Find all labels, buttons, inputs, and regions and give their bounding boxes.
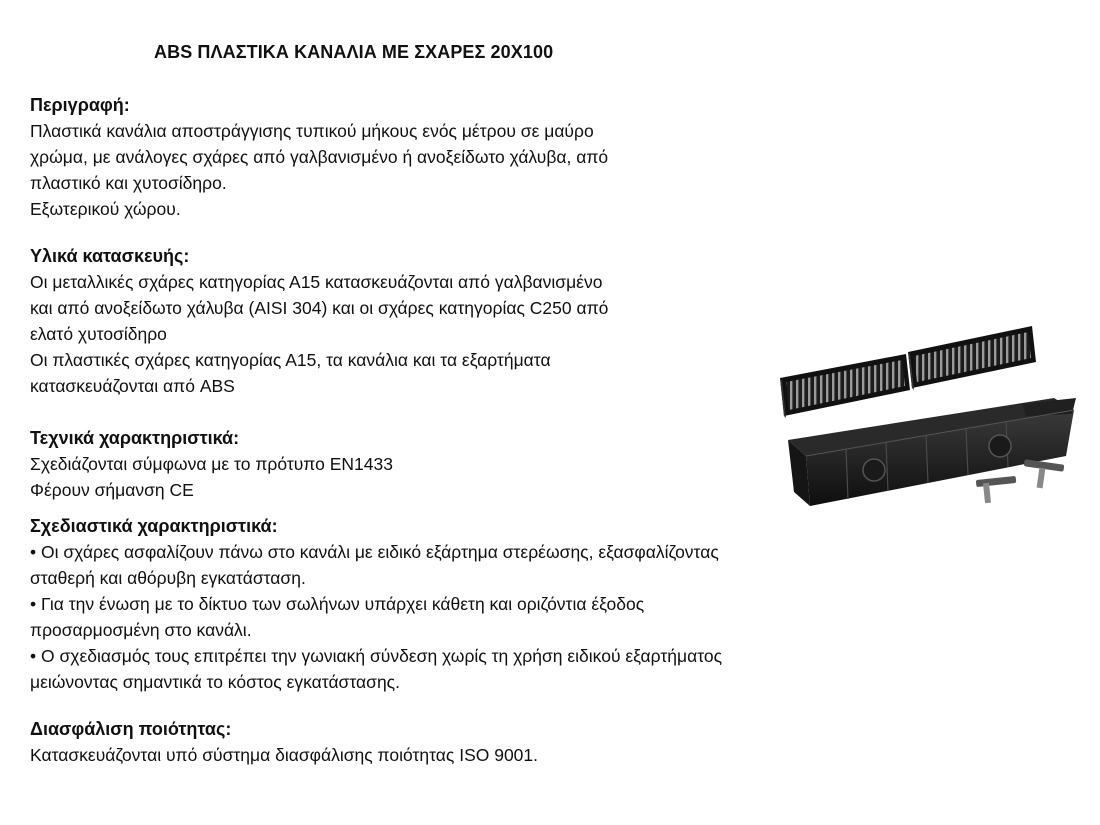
section-technical xyxy=(30,425,393,503)
section-description xyxy=(30,92,608,222)
text-line: κατασκευάζονται από ABS xyxy=(30,376,235,396)
text-line: Σχεδιάζονται σύμφωνα με το πρότυπο EN1433 xyxy=(30,454,393,474)
grate-right xyxy=(908,326,1036,390)
section-heading: Υλικά κατασκευής: xyxy=(30,246,190,266)
channel-body xyxy=(788,398,1076,506)
section-heading: Τεχνικά χαρακτηριστικά: xyxy=(30,428,240,448)
text-line: Κατασκευάζονται υπό σύστημα διασφάλισης ποιότητας ISO 9001. xyxy=(30,745,539,765)
text-line: χρώμα, με ανάλογες σχάρες από γαλβανισμένο ή ανοξείδωτο χάλυβα, από xyxy=(30,147,609,167)
product-image xyxy=(776,318,1082,508)
grate-left xyxy=(780,354,910,418)
text-line: Οι μεταλλικές σχάρες κατηγορίας Α15 κατασκευάζονται από γαλβανισμένο xyxy=(30,272,603,292)
section-heading: Σχεδιαστικά χαρακτηριστικά: xyxy=(30,516,278,536)
text-line: Εξωτερικού χώρου. xyxy=(30,199,181,219)
text-line: Οι πλαστικές σχάρες κατηγορίας Α15, τα κανάλια και τα εξαρτήματα xyxy=(30,350,551,370)
text-line: • Ο σχεδιασμός τους επιτρέπει την γωνιακή σύνδεση χωρίς τη χρήση ειδικού εξαρτήματος xyxy=(30,646,723,666)
page-title: ABS ΠΛΑΣΤΙΚΑ ΚΑΝΑΛΙΑ ΜΕ ΣΧΑΡΕΣ 20Χ100 xyxy=(154,42,554,62)
section-quality xyxy=(30,716,538,768)
text-line: μειώνοντας σημαντικά το κόστος εγκατάστασης. xyxy=(30,672,400,692)
section-design xyxy=(30,513,722,695)
section-heading: Διασφάλιση ποιότητας: xyxy=(30,719,232,739)
text-line: • Για την ένωση με το δίκτυο των σωλήνων υπάρχει κάθετη και οριζόντια έξοδος xyxy=(30,594,645,614)
text-line: προσαρμοσμένη στο κανάλι. xyxy=(30,620,252,640)
text-line: και από ανοξείδωτο χάλυβα (AISI 304) και οι σχάρες κατηγορίας C250 από xyxy=(30,298,609,318)
text-line: σταθερή και αθόρυβη εγκατάσταση. xyxy=(30,568,306,588)
section-heading: Περιγραφή: xyxy=(30,95,130,115)
text-line: πλαστικό και χυτοσίδηρο. xyxy=(30,173,227,193)
text-line: ελατό χυτοσίδηρο xyxy=(30,324,167,344)
text-line: Φέρουν σήμανση CE xyxy=(30,480,194,500)
text-line: • Οι σχάρες ασφαλίζουν πάνω στο κανάλι με ειδικό εξάρτημα στερέωσης, εξασφαλίζοντας xyxy=(30,542,719,562)
text-line: Πλαστικά κανάλια αποστράγγισης τυπικού μήκους ενός μέτρου σε μαύρο xyxy=(30,121,594,141)
section-materials xyxy=(30,243,608,399)
